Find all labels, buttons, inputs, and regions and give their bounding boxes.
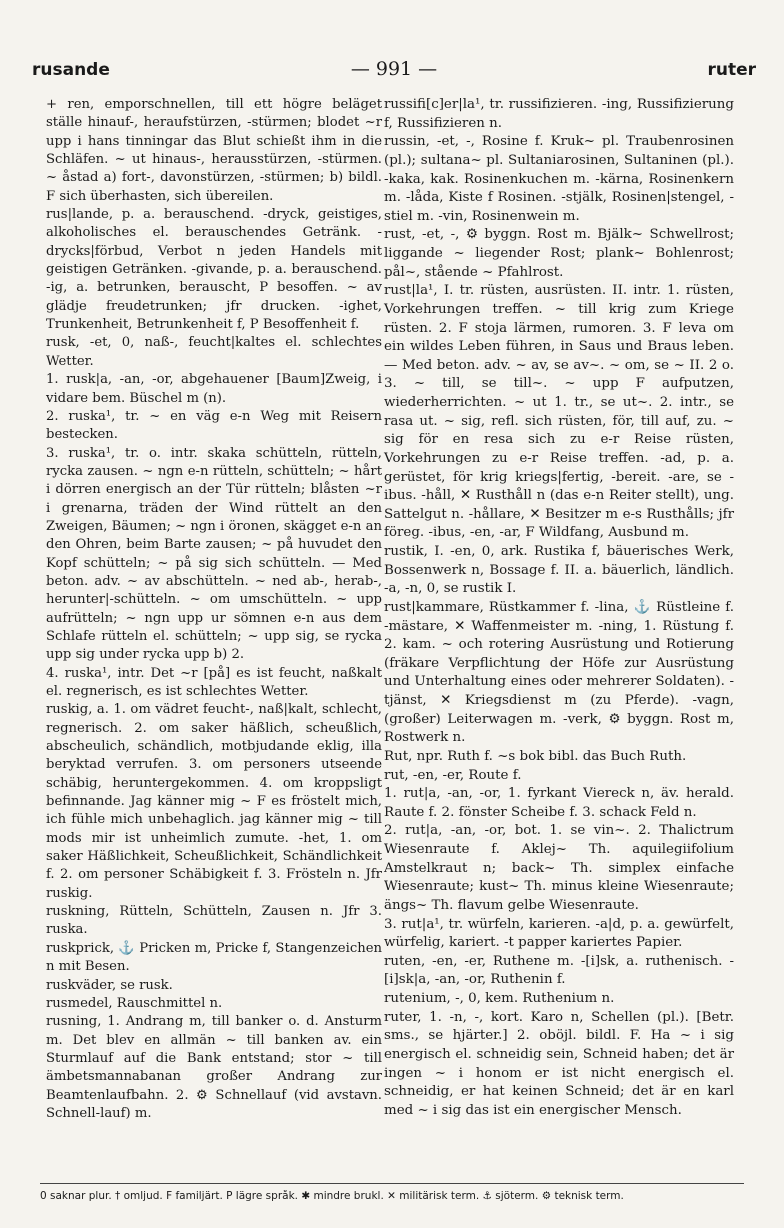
entry-ruta-3: 3. rut|a¹, tr. würfeln, karieren. -a|d, p. a. gewürfelt, würfelig, kariert. -t papper kariertes Papier. (384, 916, 734, 951)
entry-ruskvader: ruskväder, se rusk. (46, 977, 173, 993)
entry-rus: rus|lande, p. a. berauschend. -dryck, geistiges, alkoholisches el. berauschendes Getränk. -drycks|förbud, Verbot n jeden Handels mit geistigen Getränken. -givande, p. a. berauschend. -ig, a. betrunken, berauscht, P besoffen. ~ av glädje freudetrunken; jfr drucken. -ighet, Trunkenheit, Betrunkenheit f, P Besoffenheit f. (46, 207, 382, 333)
entry-russin: russin, -et, -, Rosine f. Kruk~ pl. Traubenrosinen (pl.); sultana~ pl. Sultaniarosinen, Sultaninen (pl.). -kaka, kak. Rosinenkuchen m. -kärna, Rosinenkern m. -låda, Kiste f Rosinen. -stjälk, Rosinen|stengel, -stiel m. -vin, Rosinenwein m. (384, 134, 734, 224)
page-number: — 991 — (350, 58, 438, 80)
entry-rust-noun: rust, -et, -, ⚙ byggn. Rost m. Bjälk~ Schwellrost; liggande ~ liegender Rost; plank~ Bohlenrost; pål~, stående ~ Pfahlrost. (384, 227, 734, 280)
abbreviation-legend: 0 saknar plur. † omljud. F familjärt. P lägre språk. ✱ mindre brukl. ✕ militärisk term. ⚓ sjöterm. ⚙ teknisk term. (40, 1190, 624, 1202)
entry-ruten: ruten, -en, -er, Ruthene m. -[i]sk, a. ruthenisch. -[i]sk|a, -an, -or, Ruthenin f. (384, 953, 734, 988)
entry-rustik: rustik, I. -en, 0, ark. Rustika f, bäuerisches Werk, Bossenwerk n, Bossage f. II. a. bäuerlich, ländlich. -a, -n, 0, se rustik I. (384, 544, 734, 597)
left-running-headword: rusande (32, 60, 110, 80)
entry-rusa-continuation: + ren, emporschnellen, till ett högre beläget ställe hinauf-, heraufstürzen, -stürmen; blodet ~r upp i hans tinningar das Blut schießt ihm in die Schläfen. ~ ut hinaus-, herausstürzen, -stürmen. ~ åstad a) fort-, davonstürzen, -stürmen; b) bildl. F sich überhasten, sich übereilen. (46, 97, 382, 204)
entry-ruska-4: 4. ruska¹, intr. Det ~r [på] es ist feucht, naßkalt el. regnerisch, es ist schlechtes Wetter. (46, 665, 382, 699)
entry-ruska-3: 3. ruska¹, tr. o. intr. skaka schütteln, rütteln, ryckа zausen. ~ ngn e-n rütteln, schütteln; ~ hårt i dörren energisch an der Tür rütteln; blåsten ~r i grenarna, träden der Wind rüttelt an den Zweigen, Bäumen; ~ ngn i öronen, skägget e-n an den Ohren, beim Barte zausen; ~ på huvudet den Kopf schütteln; ~ på sig sich schütteln. — Med beton. adv. ~ av abschütteln. ~ ned ab-, herab-, herunter|-schütteln. ~ om umschütteln. ~ upp aufrütteln; ~ ngn upp ur sömnen e-n aus dem Schlafe rütteln el. schütteln; ~ upp sig, se rycka upp sig under rycka upp b) 2. (46, 445, 382, 663)
left-column (46, 96, 382, 1123)
entry-ruskprick: ruskprick, ⚓ Pricken m, Pricke f, Stangenzeichen n mit Besen. (46, 940, 382, 975)
footer-rule (40, 1183, 744, 1184)
page-header (32, 56, 756, 86)
entry-rusk: rusk, -et, 0, naß-, feucht|kaltes el. schlechtes Wetter. (46, 335, 382, 369)
entry-ruskig: ruskig, a. 1. om vädret feucht-, naß|kalt, schlecht, regnerisch. 2. om saker häßlich, scheußlich, abscheulich, schändlich, motbjudande eklig, illa beryktad verrufen. 3. om personers utseende schäbig, heruntergekommen. 4. om kroppsligt befinnande. Jag känner mig ~ F es fröstelt mich, ich fühle mich unbehaglich. jag känner mig ~ till mods mir ist unheimlich zumute. -het, 1. om saker Häßlichkeit, Scheußlichkeit, Schändlichkeit f. 2. om personer Schäbigkeit f. 3. Frösteln n. Jfr ruskig. (46, 702, 382, 901)
entry-ruskning: ruskning, Rütteln, Schütteln, Zausen n. Jfr 3. ruska. (46, 904, 382, 938)
right-column (384, 96, 734, 1120)
entry-rustkammare: rust|kammare, Rüstkammer f. -lina, ⚓ Rüstleine f. -mästare, ✕ Waffenmeister m. -ning, 1. Rüstung f. 2. kam. ~ och rotering Ausrüstung und Rotierung (fräkare Verpflichtung der Höfe zur Ausrüstung und Unterhaltung eines oder mehrerer Soldaten). -tjänst, ✕ Kriegsdienst m (zu Pferde). -vagn, (großer) Leiterwagen m. -verk, ⚙ byggn. Rost m, Rostwerk n. (384, 599, 734, 746)
entry-rut: rut, -en, -er, Route f. (384, 767, 522, 783)
entry-russifiera: russifi[c]er|la¹, tr. russifizieren. -ing, Russifizierung f, Russifizieren n. (384, 97, 734, 131)
entry-ruska-1: 1. rusk|a, -an, -or, abgehauener [Baum]Zweig, i vidare bem. Büschel m (n). (46, 372, 382, 406)
right-running-headword: ruter (707, 60, 756, 80)
entry-ruta-1: 1. rut|a, -an, -or, 1. fyrkant Viereck n, äv. herald. Raute f. 2. fönster Scheibe f. 3. schack Feld n. (384, 786, 734, 820)
entry-ruta-2: 2. rut|a, -an, -or, bot. 1. se vin~. 2. Thalictrum Wiesenraute f. Aklej~ Th. aquilegiifolium Amstelkraut n; back~ Th. simplex einfache Wiesenraute; kust~ Th. minus kleine Wiesenraute; ängs~ Th. flavum gelbe Wiesenraute. (384, 823, 734, 913)
entry-rusta: rust|la¹, I. tr. rüsten, ausrüsten. II. intr. 1. rüsten, Vorkehrungen treffen. ~ till krig zum Kriege rüsten. 2. F stoja lärmen, rumoren. 3. F leva om ein wildes Leben führen, in Saus und Braus leben. — Med beton. adv. ~ av, se av~. ~ om, se ~ II. 2 o. 3. ~ till, se till~. ~ upp F aufputzen, wiederherrichten. ~ ut 1. tr., se ut~. 2. intr., se rasa ut. ~ sig, refl. sich rüsten, för, till auf, zu. ~ sig för en resa sich zu e-r Reise rüsten, Vorkehrungen zu e-r Reise treffen. -ad, p. a. gerüstet, för krig kriegs|fertig, -bereit. -are, se -ibus. -håll, ✕ Rusthåll n (das e-n Reiter stellt), ung. Sattelgut n. -hållare, ✕ Besitzer m e-s Rusthålls; jfr föreg. -ibus, -en, -ar, F Wildfang, Ausbund m. (384, 283, 734, 541)
entry-ruter: ruter, 1. -n, -, kort. Karo n, Schellen (pl.). [Betr. sms., se hjärter.] 2. oböjl. bildl. F. Ha ~ i sig energisch el. schneidig sein, Schneid haben; det är ingen ~ i honom er ist nicht energisch el. schneidig, er hat keinen Schneid; det är en karl med ~ i sig das ist ein energischer Mensch. (384, 1009, 734, 1118)
entry-rusning: rusning, 1. Andrang m, till banker o. d. Ansturm m. Det blev en allmän ~ till banken av. ein Sturmlauf auf die Bank entstand; stor ~ till ämbetsmannabanan großer Andrang zur Beamtenlaufbahn. 2. ⚙ Schnellauf (vid avstavn. Schnell-lauf) m. (46, 1014, 382, 1121)
entry-ruska-2: 2. ruska¹, tr. ~ en väg e-n Weg mit Reisern bestecken. (46, 408, 382, 443)
entry-rut-proper: Rut, npr. Ruth f. ~s bok bibl. das Buch Ruth. (384, 748, 687, 764)
entry-rusmedel: rusmedel, Rauschmittel n. (46, 995, 223, 1011)
entry-rutenium: rutenium, -, 0, kem. Ruthenium n. (384, 991, 615, 1006)
